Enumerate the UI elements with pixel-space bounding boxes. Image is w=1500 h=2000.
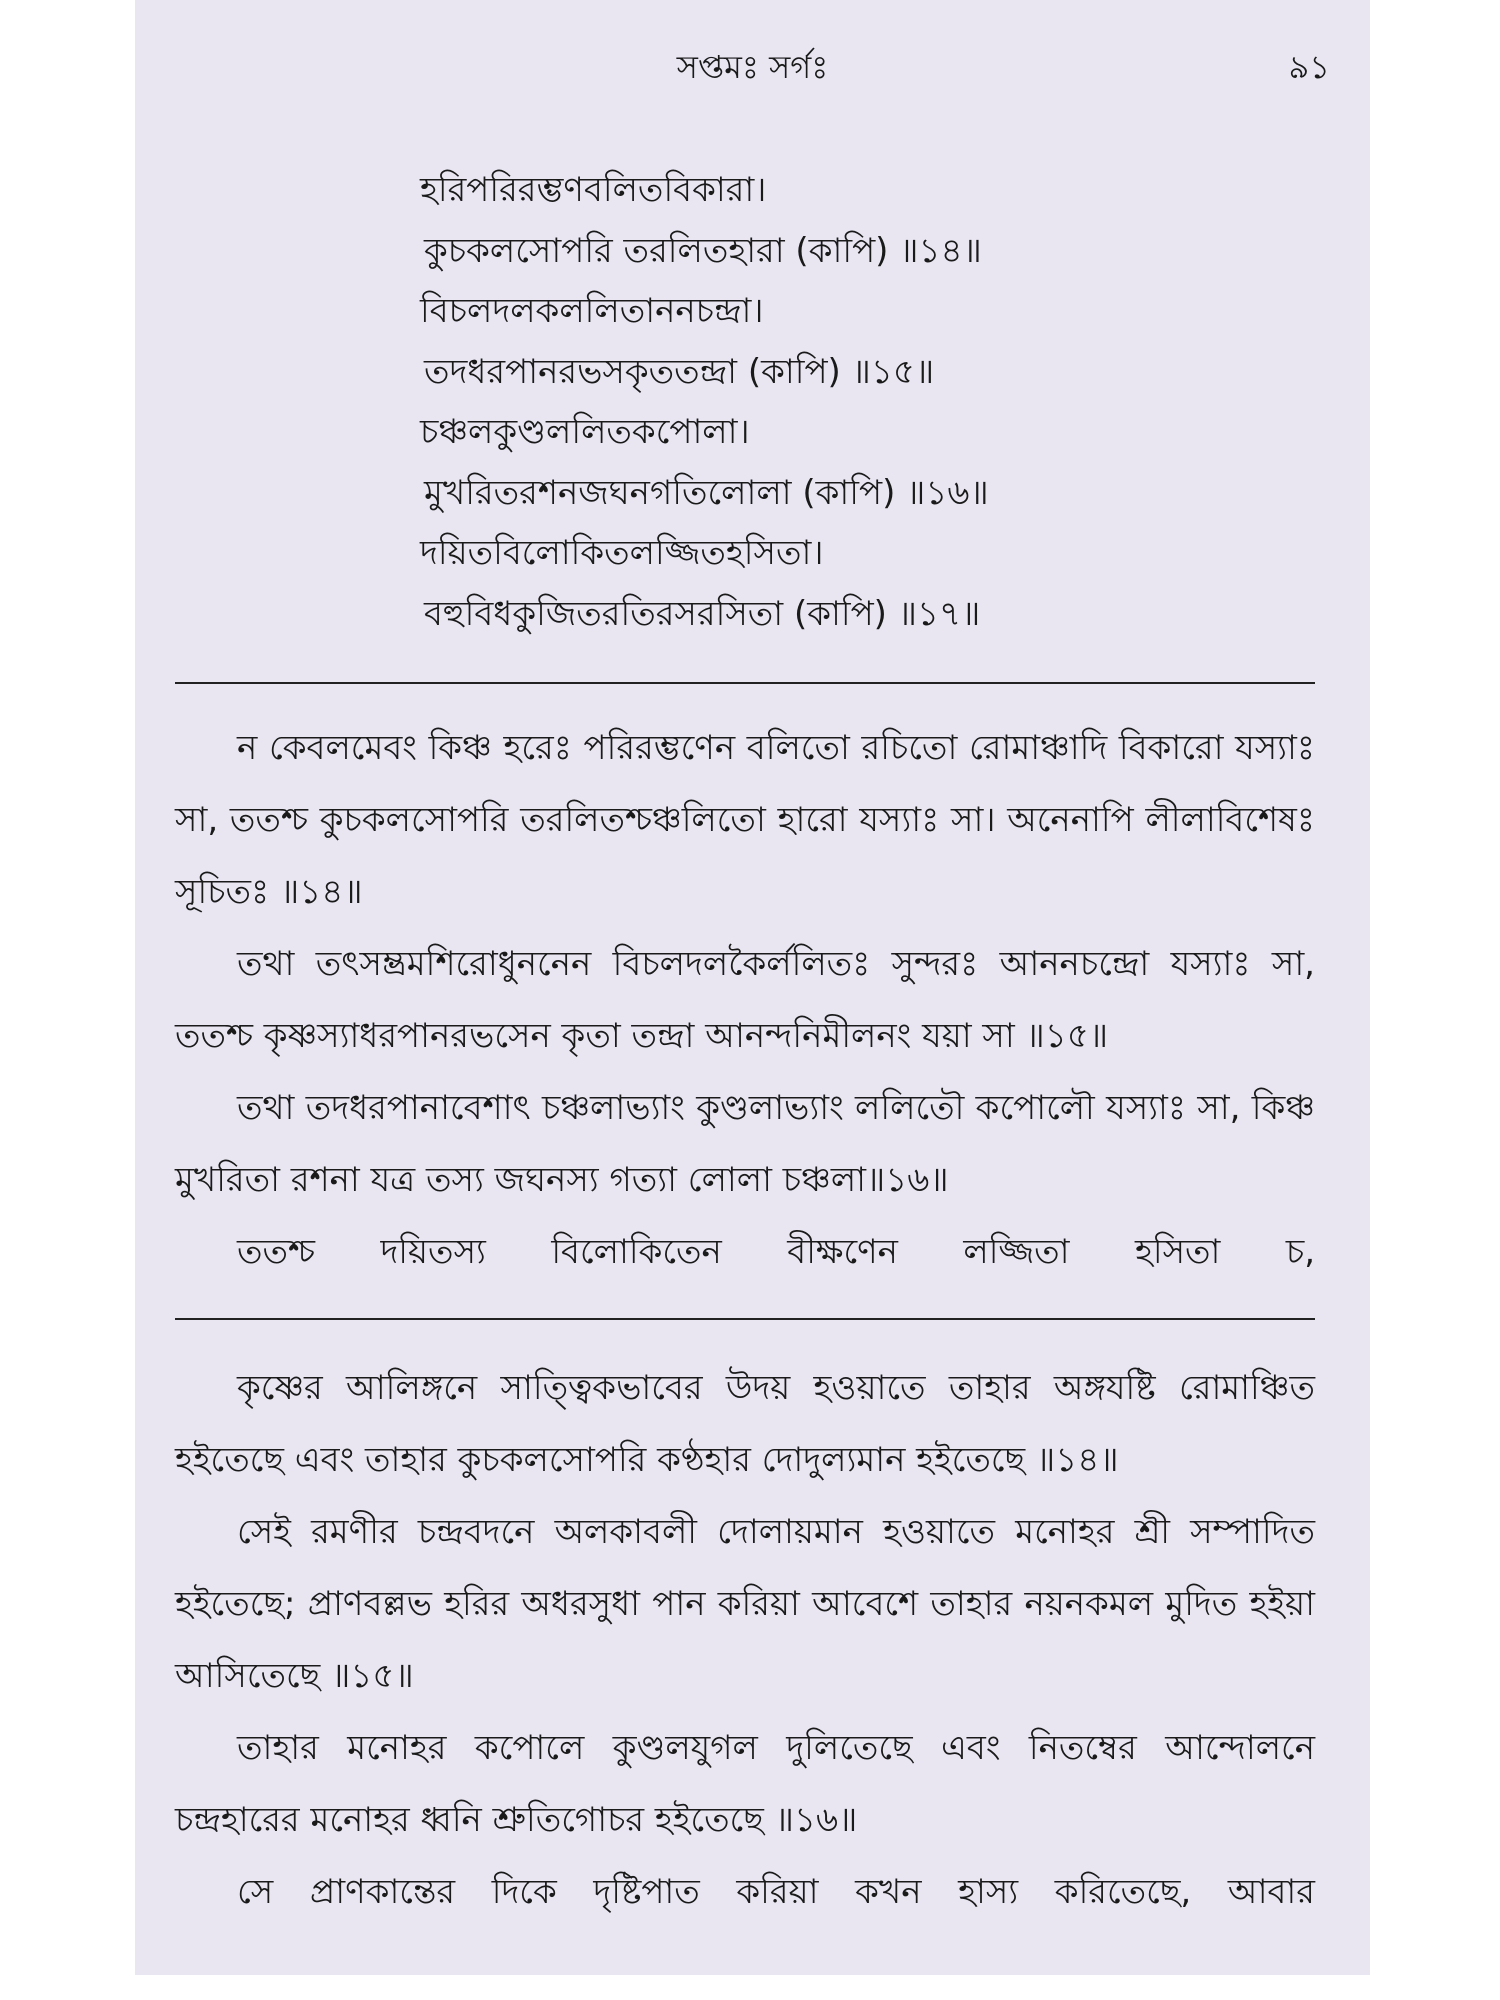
page-header xyxy=(135,42,1370,92)
verse-line: চঞ্চলকুণ্ডললিতকপোলা। xyxy=(420,412,750,452)
bengali-translation xyxy=(175,1352,1315,1928)
book-page xyxy=(135,0,1370,1975)
commentary-paragraph: তথা তৎসম্ভ্রমশিরোধুননেন বিচলদলকৈর্ললিতঃ সুন্দরঃ আননচন্দ্রো যস্যাঃ সা, ততশ্চ কৃষ্ণস্যাধরপানরভসেন কৃতা তন্দ্রা আনন্দনিমীলনং যয়া সা ॥১৫॥ xyxy=(175,944,1315,1056)
verse-block xyxy=(420,160,1340,644)
commentary-paragraph: ততশ্চ দয়িতস্য বিলোকিতেন বীক্ষণেন লজ্জিতা হসিতা চ, xyxy=(237,1232,1315,1272)
verse-line: তদধরপানরভসকৃততন্দ্রা (কাপি) ॥১৫॥ xyxy=(424,351,935,392)
verse-line: বহুবিধকুজিতরতিরসরসিতা (কাপি) ॥১৭॥ xyxy=(424,593,981,634)
verse-line: হরিপরিরম্ভণবলিতবিকারা। xyxy=(420,170,767,210)
translation-paragraph: কৃষ্ণের আলিঙ্গনে সাত্ত্বিকভাবের উদয় হওয়াতে তাহার অঙ্গযষ্টি রোমাঞ্চিত হইতেছে এবং তাহার কুচকলসোপরি কণ্ঠহার দোদুল্যমান হইতেছে ॥১৪॥ xyxy=(175,1368,1315,1480)
section-divider xyxy=(175,682,1315,684)
translation-paragraph: তাহার মনোহর কপোলে কুণ্ডলযুগল দুলিতেছে এবং নিতম্বের আন্দোলনে চন্দ্রহারের মনোহর ধ্বনি শ্রুতিগোচর হইতেছে ॥১৬॥ xyxy=(175,1728,1315,1840)
section-divider xyxy=(175,1318,1315,1320)
verse-line: কুচকলসোপরি তরলিতহারা (কাপি) ॥১৪॥ xyxy=(424,230,982,271)
translation-paragraph: সে প্রাণকান্তের দিকে দৃষ্টিপাত করিয়া কখন হাস্য করিতেছে, আবার xyxy=(237,1872,1315,1912)
commentary-paragraph: তথা তদধরপানাবেশাৎ চঞ্চলাভ্যাং কুণ্ডলাভ্যাং ললিতৌ কপোলৌ যস্যাঃ সা, কিঞ্চ মুখরিতা রশনা যত্র তস্য জঘনস্য গত্যা লোলা চঞ্চলা॥১৬॥ xyxy=(175,1088,1315,1200)
verse-line: দয়িতবিলোকিতলজ্জিতহসিতা। xyxy=(420,533,824,573)
verse-line: বিচলদলকললিতাননচন্দ্রা। xyxy=(420,291,764,331)
sanskrit-commentary xyxy=(175,712,1315,1288)
verse-line: মুখরিতরশনজঘনগতিলোলা (কাপি) ॥১৬॥ xyxy=(424,472,989,513)
running-head: সপ্তমঃ সর্গঃ xyxy=(676,48,829,86)
translation-paragraph: সেই রমণীর চন্দ্রবদনে অলকাবলী দোলায়মান হওয়াতে মনোহর শ্রী সম্পাদিত হইতেছে; প্রাণবল্লভ হরির অধরসুধা পান করিয়া আবেশে তাহার নয়নকমল মুদিত হইয়া আসিতেছে ॥১৫॥ xyxy=(175,1512,1315,1696)
page-number: ৯১ xyxy=(1288,48,1330,86)
commentary-paragraph: ন কেবলমেবং কিঞ্চ হরেঃ পরিরম্ভণেন বলিতো রচিতো রোমাঞ্চাদি বিকারো যস্যাঃ সা, ততশ্চ কুচকলসোপরি তরলিতশ্চঞ্চলিতো হারো যস্যাঃ সা। অনেনাপি লীলাবিশেষঃ সূচিতঃ ॥১৪॥ xyxy=(175,728,1315,912)
